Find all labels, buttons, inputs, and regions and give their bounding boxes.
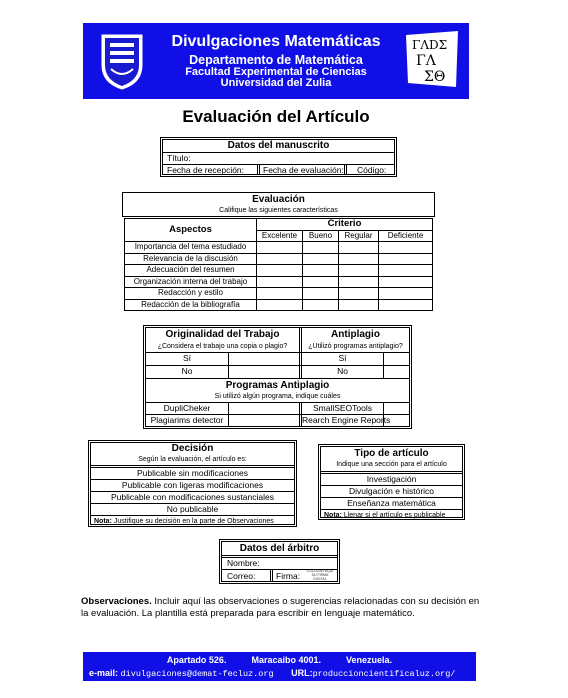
rating-cell[interactable]: [339, 276, 379, 288]
referee-email-field[interactable]: Correo:: [227, 571, 256, 581]
decision-option[interactable]: No publicable: [166, 504, 219, 514]
referee-heading: Datos del árbitro: [239, 543, 320, 554]
referee-name-field[interactable]: Nombre:: [227, 558, 260, 568]
svg-text:ΓΛDΣ: ΓΛDΣ: [412, 38, 448, 52]
article-type-box: [318, 444, 465, 520]
article-type-heading: Tipo de artículo: [354, 448, 429, 459]
decision-note: [94, 516, 274, 527]
rating-cell[interactable]: [303, 276, 339, 288]
observations-label: Observaciones.: [81, 596, 152, 607]
signature-stamp[interactable]: COLOCAR AQUÍ SU FIRMA DIGITAL: [306, 569, 334, 581]
originality-antiplagio-box: [143, 325, 412, 429]
rating-cell[interactable]: [339, 288, 379, 300]
programs-subheading: Si utilizó algún programa, indique cuáles: [214, 393, 341, 400]
decision-option[interactable]: Publicable con ligeras modificaciones: [121, 480, 264, 490]
footer-email-link[interactable]: divulgaciones@demat-fecluz.org: [120, 669, 274, 679]
evaluation-row: [125, 288, 433, 300]
evaluation-date-field[interactable]: Fecha de evaluación:: [263, 165, 344, 175]
article-type-option[interactable]: Investigación: [366, 474, 417, 484]
header-banner: [83, 23, 469, 99]
evaluation-heading: Evaluación: [252, 194, 305, 205]
aspect-label: Adecuación del resumen: [125, 265, 257, 277]
criterion-regular: Regular: [339, 230, 379, 242]
received-date-field[interactable]: Fecha de recepción:: [167, 165, 245, 175]
article-type-option[interactable]: Enseñanza matemática: [347, 498, 436, 508]
evaluation-row: [125, 299, 433, 311]
rating-cell[interactable]: [339, 299, 379, 311]
footer-city: Maracaibo 4001.: [251, 655, 322, 665]
rating-cell[interactable]: [257, 242, 303, 254]
programs-heading: Programas Antiplagio: [225, 380, 330, 391]
evaluation-row: [125, 276, 433, 288]
rating-cell[interactable]: [257, 253, 303, 265]
rating-cell[interactable]: [303, 242, 339, 254]
decision-option[interactable]: Publicable sin modificaciones: [136, 468, 249, 478]
footer-url-label: URL:: [291, 668, 313, 678]
footer-banner: [83, 652, 476, 681]
rating-cell[interactable]: [379, 253, 433, 265]
rating-cell[interactable]: [303, 253, 339, 265]
decision-option[interactable]: Publicable con modificaciones sustanciales: [110, 492, 274, 502]
footer-po-box: Apartado 526.: [166, 655, 227, 665]
aspect-label: Redacción y estilo: [125, 288, 257, 300]
rating-cell[interactable]: [379, 299, 433, 311]
program-plagiarism-detector[interactable]: Plagiarims detector: [150, 415, 224, 425]
rating-cell[interactable]: [303, 288, 339, 300]
decision-subheading: Según la evaluación, el artículo es:: [138, 456, 247, 463]
rating-cell[interactable]: [379, 242, 433, 254]
page-title: Evaluación del Artículo: [182, 107, 370, 126]
observations-paragraph: [81, 596, 481, 620]
manuscript-title-field[interactable]: Título:: [167, 153, 191, 163]
rating-cell[interactable]: [339, 265, 379, 277]
svg-text:ΣΘ: ΣΘ: [424, 69, 446, 85]
criterion-deficient: Deficiente: [379, 230, 433, 242]
rating-cell[interactable]: [257, 288, 303, 300]
article-type-note-label: Nota:: [324, 512, 342, 519]
rating-cell[interactable]: [339, 253, 379, 265]
aspect-label: Relevancia de la discusión: [125, 253, 257, 265]
originality-yes-option[interactable]: Sí: [182, 353, 192, 363]
referee-signature-label: Firma:: [276, 571, 301, 581]
evaluation-subheading: Califique las siguientes características: [219, 207, 338, 214]
rating-cell[interactable]: [379, 265, 433, 277]
rating-cell[interactable]: [257, 299, 303, 311]
article-type-subheading: Indique una sección para el artículo: [336, 461, 447, 468]
criterion-excellent: Excelente: [257, 230, 303, 242]
antiplagio-no-option[interactable]: No: [337, 366, 348, 376]
footer-contact: [89, 668, 455, 679]
footer-url-link[interactable]: produccioncientificaluz.org/: [312, 669, 456, 679]
criteria-header: Criterio: [257, 219, 433, 231]
evaluation-table: [124, 218, 433, 311]
antiplagio-heading: Antiplagio: [331, 329, 380, 340]
program-search-engine-reports[interactable]: Rearch Engine Reports: [302, 415, 391, 425]
observations-text: Incluir aquí las observaciones o sugerencias relacionadas con su decisión en la evaluación. La plantilla está preparada para escribir en lenguaje matemático.: [81, 596, 480, 619]
svg-text:ΓΛ: ΓΛ: [416, 53, 436, 69]
rating-cell[interactable]: [257, 276, 303, 288]
faculty-name: Facultad Experimental de Ciencias: [185, 66, 367, 78]
antiplagio-yes-option[interactable]: Sí: [338, 353, 347, 363]
decision-note-text: Justifique su decisión en la parte de Observaciones: [113, 518, 274, 525]
rating-cell[interactable]: [379, 288, 433, 300]
article-type-note: [324, 510, 445, 521]
decision-heading: Decisión: [171, 443, 214, 454]
aspects-header: Aspectos: [125, 219, 257, 242]
evaluation-box: [122, 192, 435, 217]
originality-question: ¿Considera el trabajo una copia o plagio?: [157, 343, 288, 350]
originality-no-option[interactable]: No: [181, 366, 193, 376]
program-smallseotools[interactable]: SmallSEOTools: [312, 403, 373, 413]
aspect-label: Redacción de la bibliografía: [125, 299, 257, 311]
evaluation-row: [125, 265, 433, 277]
journal-logo-icon: [404, 29, 460, 89]
rating-cell[interactable]: [303, 265, 339, 277]
department-name: Departamento de Matemática: [189, 53, 363, 67]
criterion-good: Bueno: [303, 230, 339, 242]
article-type-option[interactable]: Divulgación e histórico: [348, 486, 435, 496]
program-duplichecker[interactable]: DupliCheker: [163, 403, 211, 413]
evaluation-row: [125, 253, 433, 265]
rating-cell[interactable]: [339, 242, 379, 254]
antiplagio-question: ¿Utilizó programas antiplagio?: [308, 343, 403, 350]
journal-title: Divulgaciones Matemáticas: [171, 33, 381, 50]
footer-email-label: e-mail:: [89, 668, 119, 678]
footer-country: Venezuela.: [346, 655, 393, 665]
decision-box: [88, 440, 297, 527]
rating-cell[interactable]: [303, 299, 339, 311]
article-type-note-text: Llenar si el artículo es publicable: [343, 512, 446, 519]
rating-cell[interactable]: [257, 265, 303, 277]
footer-address: [83, 655, 476, 665]
aspect-label: Importancia del tema estudiado: [125, 242, 257, 254]
aspect-label: Organización interna del trabajo: [125, 276, 257, 288]
decision-note-label: Nota:: [94, 518, 112, 525]
manuscript-heading: Datos del manuscrito: [227, 140, 330, 151]
evaluation-row: [125, 242, 433, 254]
rating-cell[interactable]: [379, 276, 433, 288]
university-name: Universidad del Zulia: [220, 77, 332, 89]
manuscript-box: [160, 137, 397, 177]
referee-box: [219, 539, 340, 584]
originality-heading: Originalidad del Trabajo: [165, 329, 280, 340]
code-field[interactable]: Código:: [357, 165, 387, 175]
